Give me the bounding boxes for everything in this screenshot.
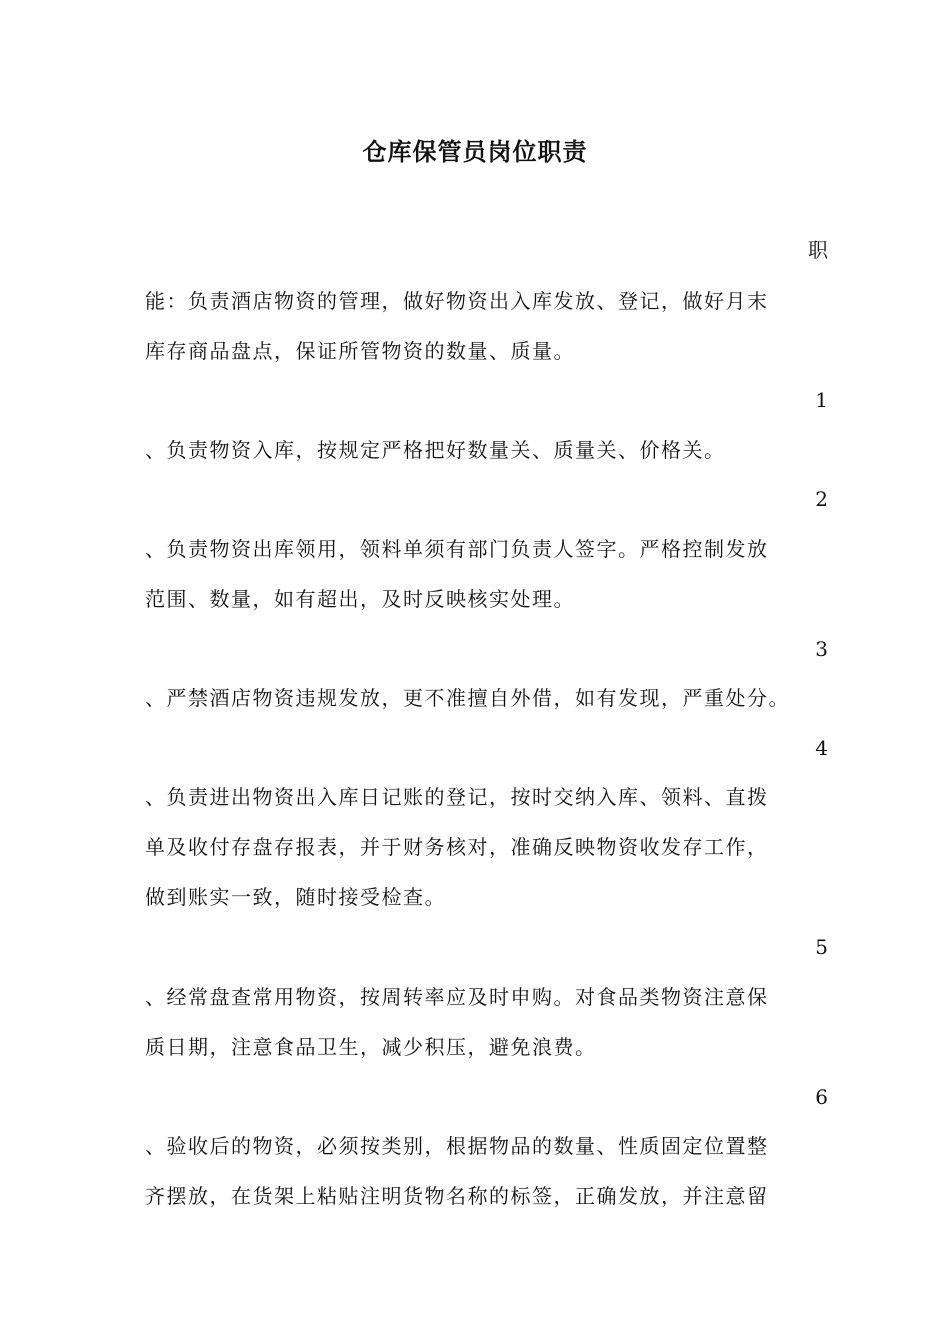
item-paragraph-1 <box>145 425 815 475</box>
function-paragraph <box>145 276 815 376</box>
function-label: 职 <box>808 238 828 262</box>
paragraph-line: 、验收后的物资，必须按类别，根据物品的数量、性质固定位置整 <box>145 1134 769 1158</box>
item-number-1: 1 <box>815 388 828 412</box>
paragraph-line: 、负责物资出库领用，领料单须有部门负责人签字。严格控制发放 <box>145 537 769 561</box>
page-title: 仓库保管员岗位职责 <box>362 137 588 166</box>
paragraph-line: 、经常盘查常用物资，按周转率应及时申购。对食品类物资注意保 <box>145 985 769 1009</box>
item-number-6: 6 <box>815 1085 828 1109</box>
paragraph-line: 范围、数量，如有超出，及时反映核实处理。 <box>145 587 575 611</box>
item-paragraph-2 <box>145 524 815 624</box>
paragraph-line: 能：负责酒店物资的管理，做好物资出入库发放、登记，做好月末 <box>145 289 769 313</box>
item-paragraph-6 <box>145 1121 815 1221</box>
item-number-5: 5 <box>815 935 828 959</box>
item-paragraph-5 <box>145 972 815 1072</box>
paragraph-line: 、严禁酒店物资违规发放，更不准擅自外借，如有发现，严重处分。 <box>145 686 790 710</box>
paragraph-line: 、负责进出物资出入库日记账的登记，按时交纳入库、领料、直拨 <box>145 785 769 809</box>
paragraph-line: 、负责物资入库，按规定严格把好数量关、质量关、价格关。 <box>145 438 726 462</box>
paragraph-line: 齐摆放，在货架上粘贴注明货物名称的标签，正确发放，并注意留 <box>145 1184 769 1208</box>
paragraph-line: 单及收付存盘存报表，并于财务核对，准确反映物资收发存工作， <box>145 835 769 859</box>
item-number-2: 2 <box>815 487 828 511</box>
item-number-3: 3 <box>815 637 828 661</box>
item-paragraph-3 <box>145 673 815 723</box>
item-paragraph-4 <box>145 772 815 922</box>
paragraph-line: 质日期，注意食品卫生，减少积压，避免浪费。 <box>145 1035 597 1059</box>
paragraph-line: 库存商品盘点，保证所管物资的数量、质量。 <box>145 339 575 363</box>
item-number-4: 4 <box>815 736 828 760</box>
paragraph-line: 做到账实一致，随时接受检查。 <box>145 885 446 909</box>
